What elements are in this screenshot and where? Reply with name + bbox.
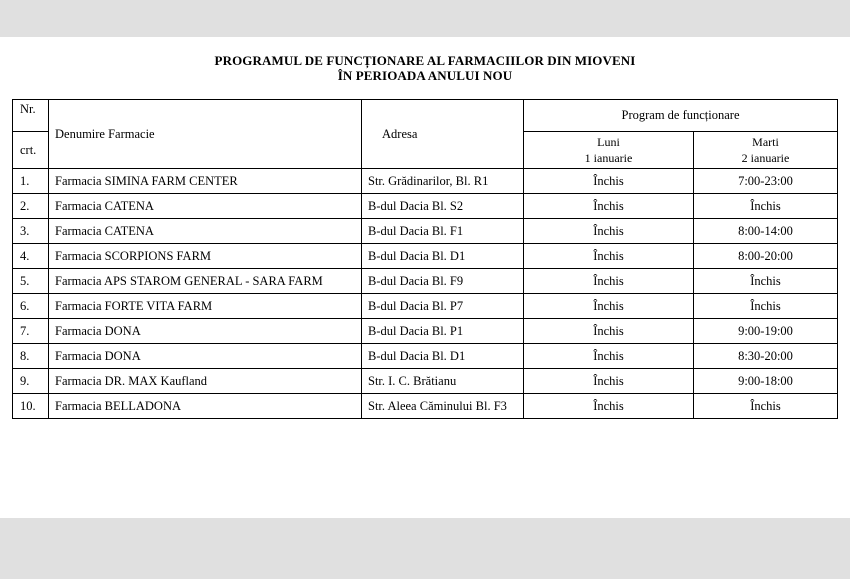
header-program: Program de funcționare: [524, 100, 838, 132]
table-row: [13, 319, 838, 344]
day2-hours: 9:00-19:00: [694, 319, 838, 344]
day2-hours: Închis: [694, 269, 838, 294]
header-day1-date: 1 ianuarie: [584, 151, 633, 165]
pharmacy-name: Farmacia CATENA: [49, 219, 362, 244]
row-number: 7.: [13, 319, 49, 344]
pharmacy-name: Farmacia DONA: [49, 319, 362, 344]
day1-hours: Închis: [524, 294, 694, 319]
header-day1-name: Luni: [597, 135, 620, 149]
header-day2-date: 2 ianuarie: [741, 151, 790, 165]
pharmacy-address: B-dul Dacia Bl. S2: [362, 194, 524, 219]
pharmacy-name: Farmacia SIMINA FARM CENTER: [49, 169, 362, 194]
table-row: [13, 269, 838, 294]
row-number: 3.: [13, 219, 49, 244]
table-row: [13, 219, 838, 244]
pharmacy-address: Str. I. C. Brătianu: [362, 369, 524, 394]
header-row-top: [13, 100, 838, 132]
pharmacy-name: Farmacia APS STAROM GENERAL - SARA FARM: [49, 269, 362, 294]
pharmacy-name: Farmacia CATENA: [49, 194, 362, 219]
day2-hours: 9:00-18:00: [694, 369, 838, 394]
pharmacy-address: B-dul Dacia Bl. F9: [362, 269, 524, 294]
table-row: [13, 194, 838, 219]
header-day2: [694, 132, 838, 169]
document-subtitle: ÎN PERIOADA ANULUI NOU: [337, 68, 513, 83]
day2-hours: 8:00-14:00: [694, 219, 838, 244]
table-row: [13, 394, 838, 419]
pharmacy-address: B-dul Dacia Bl. F1: [362, 219, 524, 244]
day2-hours: 7:00-23:00: [694, 169, 838, 194]
header-day1: [524, 132, 694, 169]
pharmacy-address: Str. Aleea Căminului Bl. F3: [362, 394, 524, 419]
header-day2-name: Marti: [752, 135, 779, 149]
row-number: 5.: [13, 269, 49, 294]
row-number: 8.: [13, 344, 49, 369]
day1-hours: Închis: [524, 219, 694, 244]
pharmacy-name: Farmacia SCORPIONS FARM: [49, 244, 362, 269]
row-number: 6.: [13, 294, 49, 319]
day1-hours: Închis: [524, 319, 694, 344]
day1-hours: Închis: [524, 169, 694, 194]
day1-hours: Închis: [524, 369, 694, 394]
pharmacy-name: Farmacia BELLADONA: [49, 394, 362, 419]
day1-hours: Închis: [524, 244, 694, 269]
day1-hours: Închis: [524, 344, 694, 369]
document-sheet: [0, 37, 850, 518]
header-crt: crt.: [13, 132, 49, 169]
header-name: Denumire Farmacie: [49, 100, 362, 169]
day2-hours: Închis: [694, 294, 838, 319]
pharmacy-address: B-dul Dacia Bl. D1: [362, 244, 524, 269]
pharmacy-name: Farmacia DONA: [49, 344, 362, 369]
day1-hours: Închis: [524, 194, 694, 219]
pharmacy-address: B-dul Dacia Bl. D1: [362, 344, 524, 369]
row-number: 9.: [13, 369, 49, 394]
row-number: 4.: [13, 244, 49, 269]
table-row: [13, 244, 838, 269]
pharmacy-schedule-table: [12, 99, 838, 419]
day2-hours: 8:30-20:00: [694, 344, 838, 369]
day2-hours: Închis: [694, 394, 838, 419]
document-title: PROGRAMUL DE FUNCȚIONARE AL FARMACIILOR DIN MIOVENI: [214, 53, 636, 68]
pharmacy-address: B-dul Dacia Bl. P1: [362, 319, 524, 344]
pharmacy-address: Str. Grădinarilor, Bl. R1: [362, 169, 524, 194]
pharmacy-address: B-dul Dacia Bl. P7: [362, 294, 524, 319]
row-number: 1.: [13, 169, 49, 194]
row-number: 10.: [13, 394, 49, 419]
day2-hours: Închis: [694, 194, 838, 219]
header-nr: Nr.: [13, 100, 49, 132]
day1-hours: Închis: [524, 269, 694, 294]
pharmacy-name: Farmacia FORTE VITA FARM: [49, 294, 362, 319]
pharmacy-name: Farmacia DR. MAX Kaufland: [49, 369, 362, 394]
table-row: [13, 169, 838, 194]
day2-hours: 8:00-20:00: [694, 244, 838, 269]
table-row: [13, 294, 838, 319]
row-number: 2.: [13, 194, 49, 219]
day1-hours: Închis: [524, 394, 694, 419]
header-address: Adresa: [362, 100, 524, 169]
table-row: [13, 369, 838, 394]
table-row: [13, 344, 838, 369]
